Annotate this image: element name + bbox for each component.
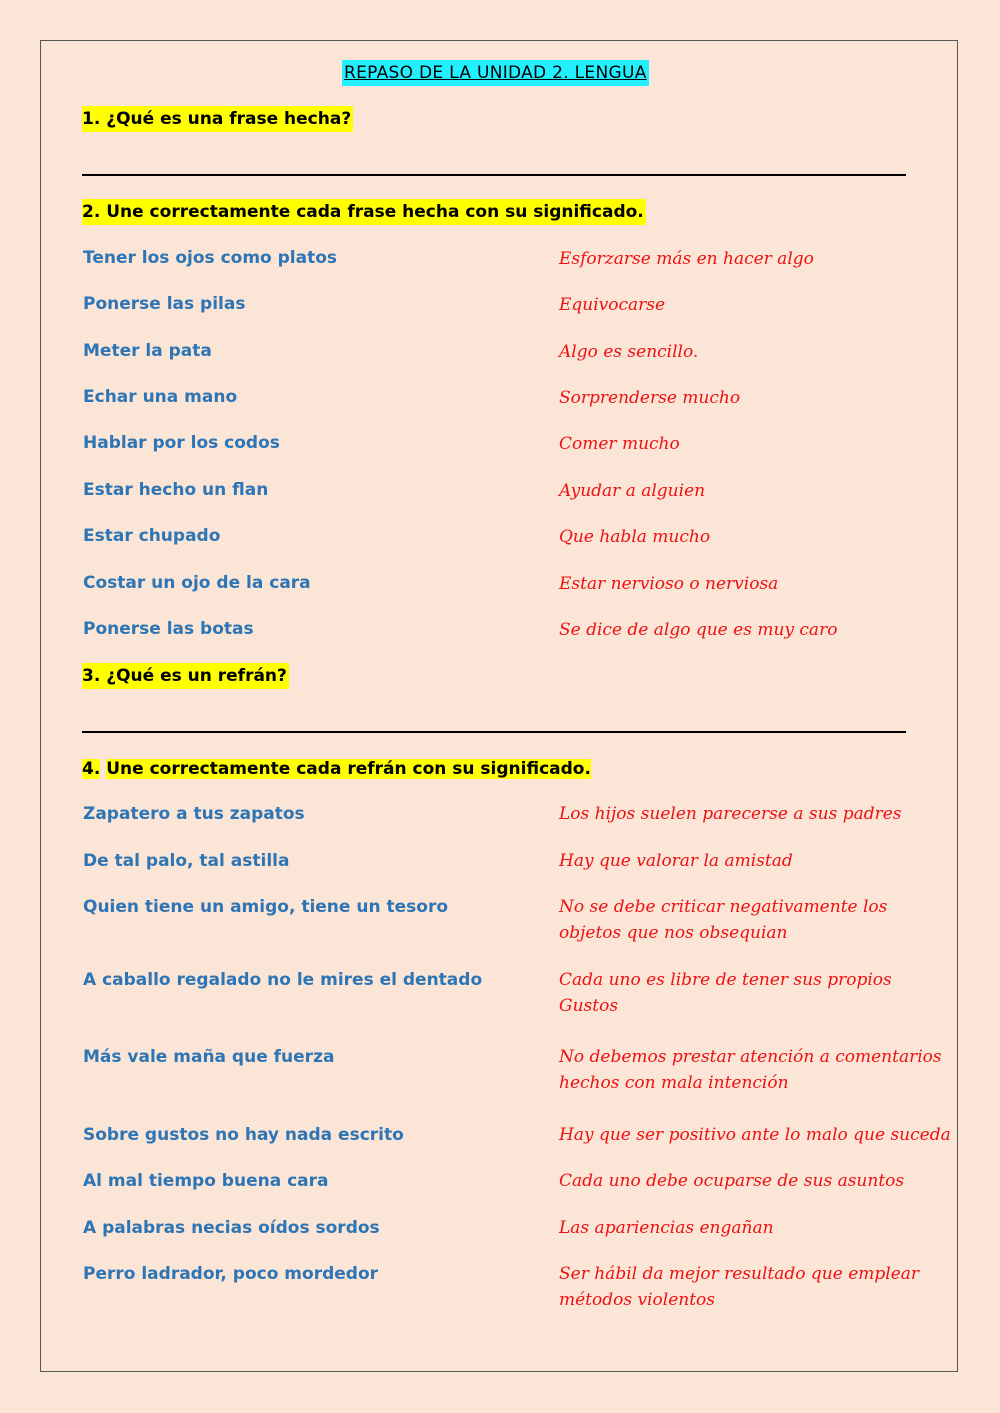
refran-meaning-line: Los hijos suelen parecerse a sus padres: [559, 804, 902, 824]
refran-meaning-line: Hay que valorar la amistad: [559, 851, 793, 871]
refran-meaning-line: hechos con mala intención: [559, 1073, 789, 1093]
refran-meaning-line: Cada uno es libre de tener sus propios: [559, 970, 892, 990]
refran-meaning-line: No se debe criticar negativamente los: [559, 897, 888, 917]
refran-item[interactable]: De tal palo, tal astilla: [83, 851, 290, 871]
refran-item[interactable]: Quien tiene un amigo, tiene un tesoro: [83, 897, 449, 917]
frase-meaning[interactable]: Comer mucho: [559, 434, 680, 454]
refran-item[interactable]: A palabras necias oídos sordos: [83, 1218, 380, 1238]
page-title: REPASO DE LA UNIDAD 2. LENGUA: [342, 60, 649, 86]
refran-meaning[interactable]: [559, 967, 959, 1019]
frase-item[interactable]: Hablar por los codos: [83, 433, 280, 453]
refran-meaning-line: Ser hábil da mejor resultado que emplear: [559, 1264, 920, 1284]
refran-meaning[interactable]: [559, 1168, 959, 1194]
frase-meaning[interactable]: Equivocarse: [559, 295, 666, 315]
frase-item[interactable]: Meter la pata: [83, 341, 212, 361]
refran-item[interactable]: A caballo regalado no le mires el dentado: [83, 970, 483, 990]
refran-meaning-line: Cada uno debe ocuparse de sus asuntos: [559, 1171, 905, 1191]
frase-meaning[interactable]: Algo es sencillo.: [559, 342, 699, 362]
frase-item[interactable]: Estar hecho un flan: [83, 480, 269, 500]
refran-meaning[interactable]: [559, 1261, 959, 1313]
refran-item[interactable]: Al mal tiempo buena cara: [83, 1171, 329, 1191]
answer-line-3[interactable]: [82, 731, 906, 733]
frase-item[interactable]: Costar un ojo de la cara: [83, 573, 311, 593]
refran-meaning-line: métodos violentos: [559, 1290, 716, 1310]
refran-item[interactable]: Perro ladrador, poco mordedor: [83, 1264, 379, 1284]
refran-item[interactable]: Más vale maña que fuerza: [83, 1047, 335, 1067]
frase-item[interactable]: Tener los ojos como platos: [83, 248, 338, 268]
frase-item[interactable]: Ponerse las pilas: [83, 294, 246, 314]
refran-meaning[interactable]: [559, 848, 959, 874]
question-3: 3. ¿Qué es un refrán?: [82, 663, 289, 689]
refran-meaning[interactable]: [559, 1215, 959, 1241]
frase-meaning[interactable]: Que habla mucho: [559, 527, 711, 547]
refran-meaning-line: Hay que ser positivo ante lo malo que suceda: [559, 1125, 951, 1145]
question-4-number: 4.: [82, 759, 101, 779]
answer-line-1[interactable]: [82, 174, 906, 176]
frase-meaning[interactable]: Ayudar a alguien: [559, 481, 706, 501]
refran-meaning-line: Gustos: [559, 996, 619, 1016]
refran-meaning-line: objetos que nos obsequian: [559, 923, 788, 943]
frase-meaning[interactable]: Estar nervioso o nerviosa: [559, 574, 779, 594]
refran-meaning-line: Las apariencias engañan: [559, 1218, 774, 1238]
question-4: [82, 756, 593, 782]
question-2: 2. Une correctamente cada frase hecha con su significado.: [82, 199, 646, 225]
refran-meaning-line: No debemos prestar atención a comentarios: [559, 1047, 942, 1067]
frase-item[interactable]: Ponerse las botas: [83, 619, 254, 639]
frase-meaning[interactable]: Esforzarse más en hacer algo: [559, 249, 814, 269]
refran-item[interactable]: Sobre gustos no hay nada escrito: [83, 1125, 404, 1145]
refran-meaning[interactable]: [559, 1044, 959, 1096]
frase-meaning[interactable]: Sorprenderse mucho: [559, 388, 741, 408]
question-1: 1. ¿Qué es una frase hecha?: [82, 106, 353, 132]
frase-item[interactable]: Estar chupado: [83, 526, 221, 546]
refran-item[interactable]: Zapatero a tus zapatos: [83, 804, 305, 824]
frase-meaning[interactable]: Se dice de algo que es muy caro: [559, 620, 838, 640]
refran-meaning[interactable]: [559, 894, 959, 946]
refran-meaning[interactable]: [559, 801, 959, 827]
question-4-text: Une correctamente cada refrán con su significado.: [106, 759, 591, 779]
frase-item[interactable]: Echar una mano: [83, 387, 238, 407]
refran-meaning[interactable]: [559, 1122, 959, 1148]
